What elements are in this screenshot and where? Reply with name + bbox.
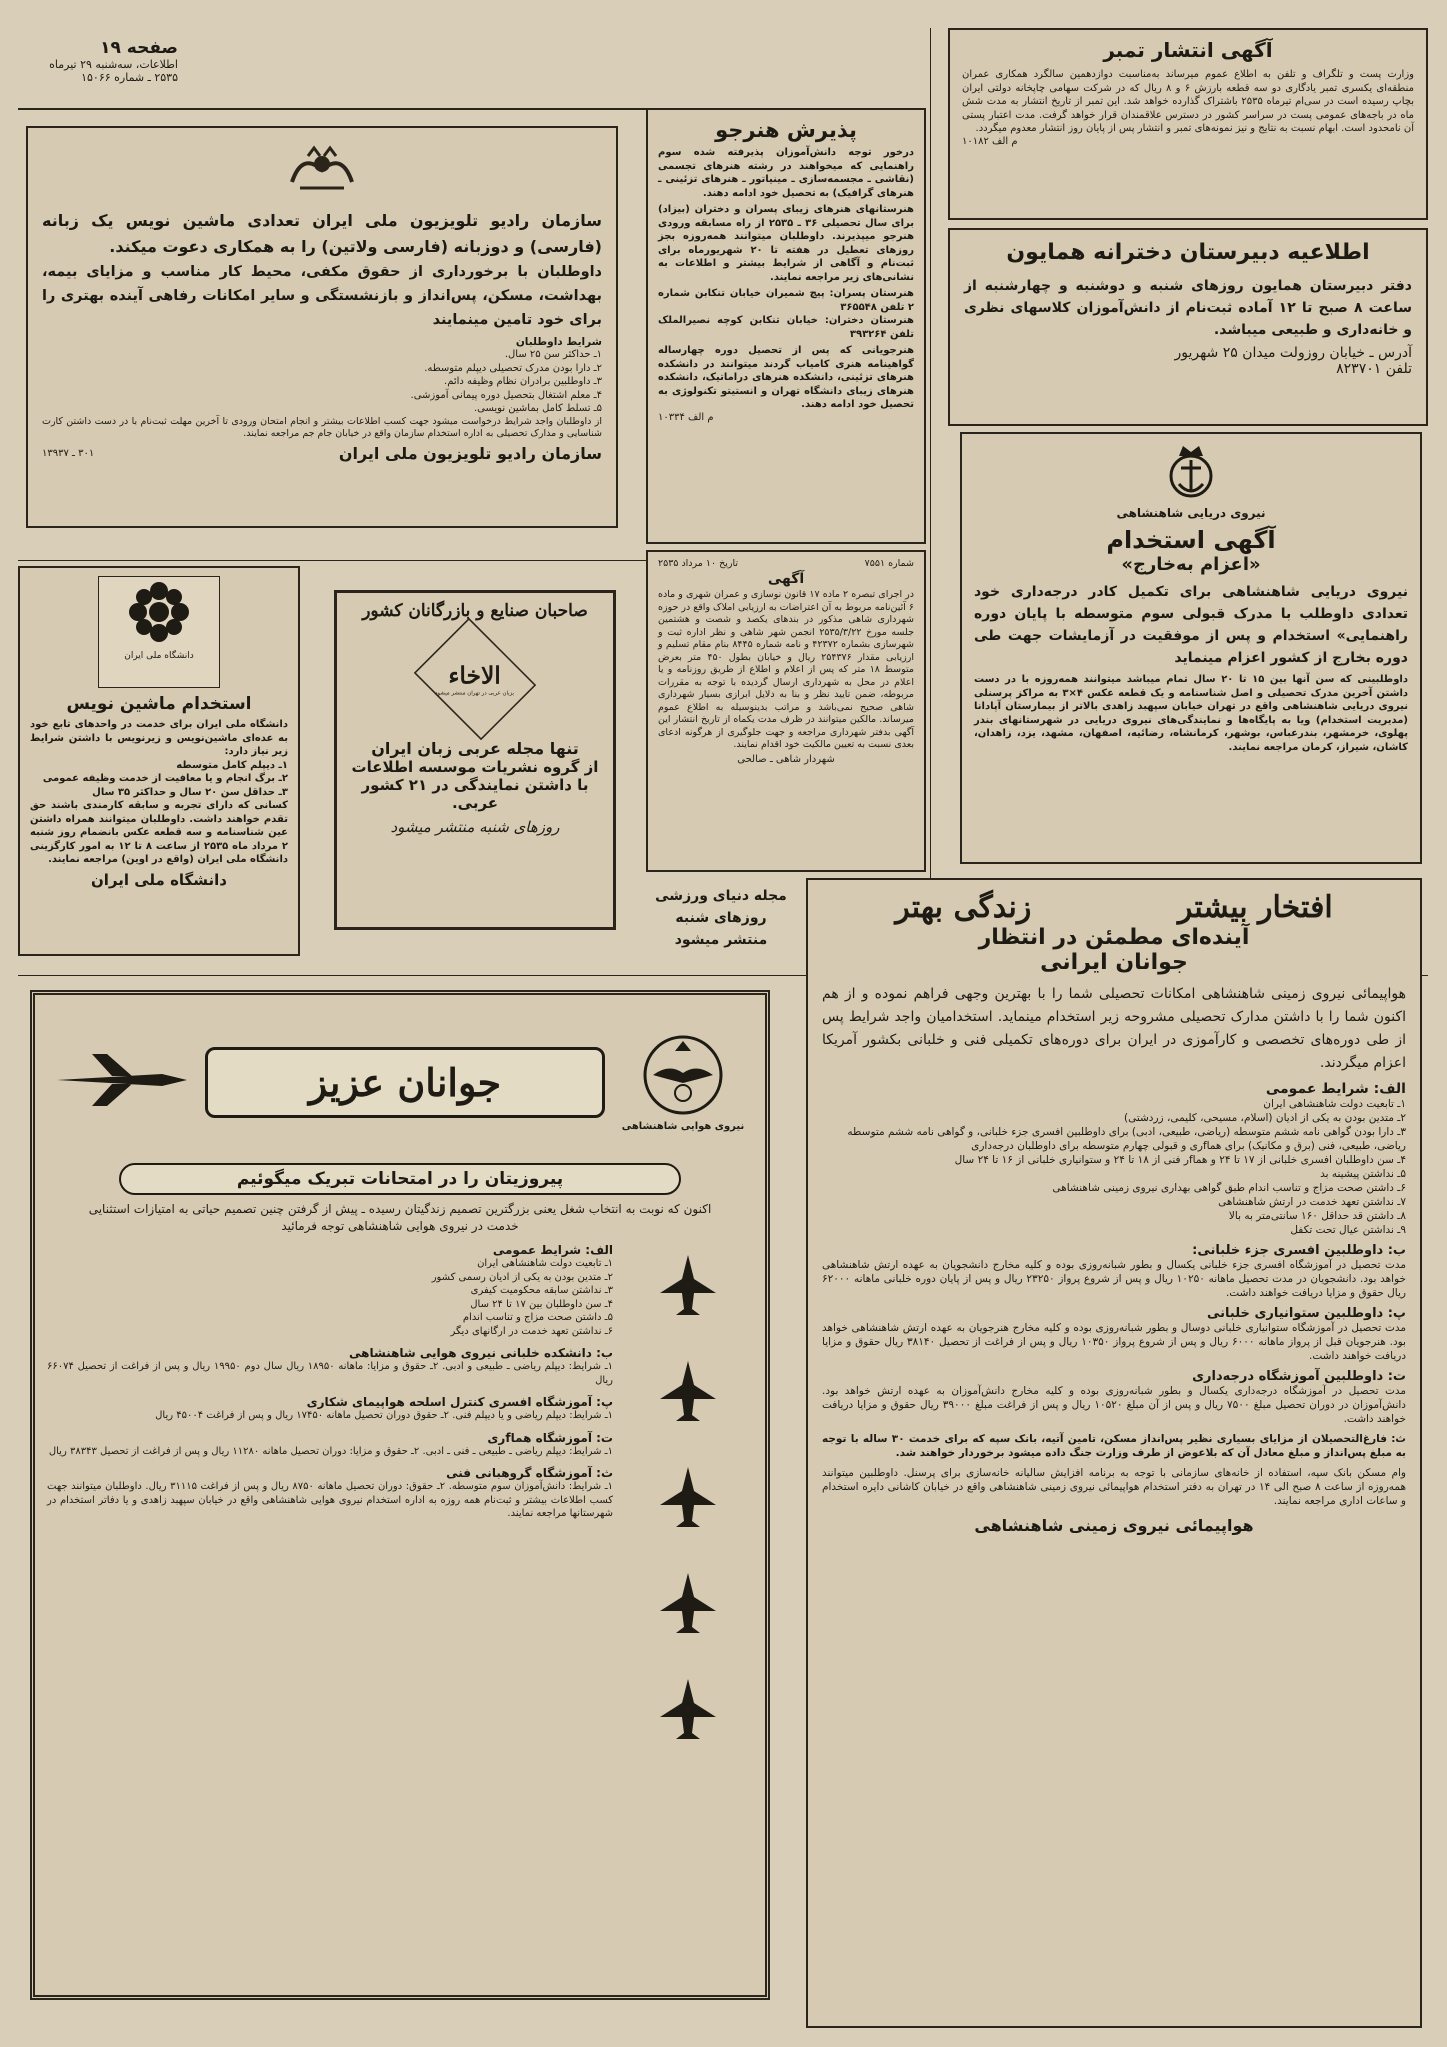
alakha-line-4: روزهای شنبه منتشر میشود bbox=[390, 818, 560, 836]
girls-school-title: اطلاعیه دبیرستان دخترانه همایون bbox=[1006, 240, 1370, 265]
sports-mag-line-1: مجله دنیای ورزشی bbox=[655, 888, 787, 904]
alakha-ad bbox=[334, 590, 616, 930]
radio-tv-headline: سازمان رادیو تلویزیون ملی ایران تعدادی ماشین نویس یک زبانه (فارسی) و دوزبانه (فارسی ولاتین) را به همکاری دعوت میکند. bbox=[42, 211, 602, 256]
column-divider-top bbox=[930, 28, 931, 998]
condition-item: ۱ـ حداکثر سن ۲۵ سال. bbox=[504, 349, 602, 360]
radio-tv-conditions bbox=[42, 348, 602, 416]
municipal-signature: شهردار شاهی ـ صالحی bbox=[737, 753, 835, 765]
air-force-sec-a: الف: شرایط عمومی bbox=[492, 1243, 613, 1257]
air-force-emblem bbox=[613, 1033, 753, 1132]
requirement-item: ۹ـ نداشتن عیال تحت تکفل bbox=[1290, 1224, 1406, 1236]
army-sec-p: پ: داوطلبین ستوانیاری خلبانی bbox=[1207, 1306, 1406, 1321]
condition-item: ۵ـ تسلط کامل بماشین نویسی. bbox=[473, 403, 602, 414]
sports-mag-ad bbox=[646, 885, 796, 951]
requirement-item: ۱ـ دیپلم کامل متوسطه bbox=[176, 759, 288, 771]
radio-tv-benefits: داوطلبان با برخورداری از حقوق مکفی، محیط کار مناسب و مزایای بیمه، بهداشت، مسکن، پس‌انداز و بازنشستگی و سایر امکانات رفاهی آینده بهتری را برای خود تامین مینمایند bbox=[42, 264, 602, 328]
uni-typist-items bbox=[30, 759, 288, 800]
art-school-ad bbox=[646, 108, 926, 544]
air-force-subbanner: پیروزیتان را در امتحانات تبریک میگوئیم bbox=[119, 1163, 682, 1195]
air-force-sec-b-body: ۱ـ شرایط: دیپلم ریاضی ـ طبیعی و ادبی. ۲ـ حقوق و مزایا: ماهانه ۱۸۹۵۰ ریال سال دوم ۱۹۹۵۰ ریال و پس از فراغت از تحصیل ۶۶۰۷۴ ریال bbox=[47, 1361, 613, 1386]
army-sec-p-body: مدت تحصیل در آموزشگاه ستوانیاری خلبانی دوسال و بطور شبانه‌روزی بوده و کلیه مخارج هنرجویان به عهده ارتش شاهنشاهی خواهد بود. هنرجویان قبل از پرواز ماهانه ۶۰۰۰ ریال و پس از شروع پرواز ۱۰۳۵۰ ریال و پس از فراغت از تحصیل ۳۸۱۴۰ ریال حقوق و مزایا دریافت خواهند داشت. bbox=[822, 1322, 1406, 1362]
alakha-line-3: با داشتن نمایندگی در ۲۱ کشور عربی. bbox=[361, 776, 589, 812]
army-head-right: زندگی بهتر bbox=[895, 890, 1032, 925]
air-force-eagle-icon bbox=[641, 1033, 725, 1117]
uni-typist-intro: دانشگاه ملی ایران برای خدمت در واحدهای تابع خود به عده‌ای ماشین‌نویس و زیرنویس با داشتن شرایط زیر نیاز دارد: bbox=[30, 719, 288, 757]
condition-item: ۴ـ معلم اشتغال بتحصیل دوره پیمانی آموزشی. bbox=[410, 389, 602, 401]
army-sec-b-body: مدت تحصیل در آموزشگاه افسری جزء خلبانی یکسال و بطور شبانه‌روزی بوده و کلیه مخارج دانشجویان به عهده ارتش شاهنشاهی خواهد بود. دانشجویان در مدت تحصیل ماهانه ۱۰۲۵۰ ریال و پس از شروع پرواز ۲۳۲۵۰ ریال و پس از پایان دوره خلبانی ماهانه ۶۲۰۰۰ ریال حقوق و مزایا دریافت خواهند داشت. bbox=[822, 1259, 1406, 1299]
air-force-sec-p-body: ۱ـ شرایط: دیپلم ریاضی و یا دیپلم فنی. ۲ـ حقوق دوران تحصیل ماهانه ۱۷۴۵۰ ریال و پس از فراغت ۴۵۰۰۴ ریال bbox=[155, 1410, 613, 1421]
page-label: صفحه ۱۹ bbox=[100, 38, 178, 58]
requirement-item: ۶ـ نداشتن تعهد خدمت در ارگانهای دیگر bbox=[450, 1325, 613, 1337]
stamp-notice-title: آگهی انتشار تمبر bbox=[1103, 38, 1273, 62]
uni-typist-ad bbox=[18, 566, 300, 956]
navy-ad bbox=[960, 432, 1422, 864]
navy-body: داوطلبینی که سن آنها بین ۱۵ تا ۲۰ سال تمام میباشد میتوانند همه‌روزه با در دست داشتن آخرین مدرک تحصیلی و اصل شناسنامه و یک قطعه عکس ۴×۳ به مراکز پرسنلی نیروی دریایی شاهنشاهی واقع در تهران خیابان سپهبد زاهدی بالاتر از بیمارستان آپادانا (مدیریت استخدام) ویا به پایگاه‌ها و نمایندگی‌های نیروی دریایی در شهرستانهای بندر پهلوی، خرمشهر، بندرعباس، بوشهر، کرمانشاه، رضائیه، اصفهان، مشهد، یزد، زاهدان، کاشان، شیراز، کرمان مراجعه نمایند. bbox=[974, 674, 1409, 753]
air-force-banner: جوانان عزیز bbox=[308, 1059, 502, 1105]
alakha-header: صاحبان صنایع و بازرگانان کشور bbox=[362, 601, 588, 621]
army-aviation-ad bbox=[806, 878, 1422, 2028]
art-school-body-3: هنرجویانی که پس از تحصیل دوره چهارساله گواهینامه هنری کامیاب گردند میتوانند در دانشکده هنرهای تزئینی، دانشکده هنرهای دراماتیک، دانشکده هنرهای زیبای دانشگاه تهران و انستیتو تکنولوژی به تحصیل خود ادامه دهند. bbox=[658, 345, 914, 410]
art-school-body-1: درخور توجه دانش‌آموزان پذیرفته شده سوم راهنمایی که میخواهند در رشته هنرهای تجسمی (نقاشی ـ مجسمه‌سازی ـ مینیاتور ـ هنرهای تزئینی ـ هنرهای گرافیک) به تحصیل خود ادامه دهند. bbox=[658, 147, 914, 199]
radio-tv-logo bbox=[42, 142, 602, 202]
requirement-item: ۲ـ برگ انجام و یا معافیت از خدمت وظیفه عمومی bbox=[42, 773, 288, 784]
air-force-ad bbox=[30, 990, 770, 2000]
masthead-block bbox=[18, 38, 178, 84]
municipal-meta bbox=[658, 558, 914, 569]
air-force-sec-b: ب: دانشکده خلبانی نیروی هوایی شاهنشاهی bbox=[349, 1346, 613, 1360]
university-flower-icon bbox=[124, 577, 194, 647]
girls-school-notice bbox=[948, 228, 1428, 426]
navy-subtitle: «اعزام به‌خارج» bbox=[1121, 554, 1261, 575]
air-force-sec-a-items bbox=[47, 1257, 613, 1338]
air-force-emblem-caption: نیروی هوایی شاهنشاهی bbox=[621, 1120, 745, 1132]
army-sec-b: ب: داوطلبین افسری جزء خلبانی: bbox=[1192, 1243, 1406, 1258]
art-school-title: پذیرش هنرجو bbox=[715, 118, 857, 142]
requirement-item: ۵ـ نداشتن پیشینه بد bbox=[1320, 1168, 1406, 1180]
army-sub-1: آینده‌ای مطمئن در انتظار bbox=[978, 925, 1250, 950]
issue-line-1: اطلاعات، سه‌شنبه ۲۹ تیرماه bbox=[49, 58, 178, 71]
condition-item: ۳ـ داوطلبین برادران نظام وظیفه دائم. bbox=[444, 376, 602, 387]
fighter-jet-icon bbox=[52, 1050, 192, 1110]
air-force-banner-scroll bbox=[205, 1047, 605, 1118]
army-intro: هواپیمائی نیروی زمینی شاهنشاهی امکانات تحصیلی شما را با بهترین وجهی فراهم نموده و از هم اکنون شما را با داشتن مدارک تحصیلی مشروحه زیر استخدام مینماید. استخدامیان واجد شرایط پس از طی دوره‌های تخصصی و کارآموزی در ایران برای دوره‌های تکمیلی فنی و خلبانی بکشور آمریکا اعزام میگردند. bbox=[822, 986, 1406, 1071]
navy-anchor-crown-icon bbox=[1163, 442, 1219, 502]
air-force-intro: اکنون که نوبت به انتخاب شغل یعنی بزرگترین تصمیم زندگیتان رسیده ـ پیش از گرفتن چنین تصمیم حیاتی به امتیازات استثنایی خدمت در نیروی هوایی شاهنشاهی توجه فرمائید bbox=[88, 1202, 712, 1233]
navy-emblem-caption: نیروی دریایی شاهنشاهی bbox=[1116, 506, 1266, 520]
army-head bbox=[822, 890, 1406, 925]
army-head-left: افتخار بیشتر bbox=[1177, 890, 1333, 925]
navy-emblem bbox=[974, 442, 1408, 520]
condition-item: ۲ـ دارا بودن مدرک تحصیلی دیپلم متوسطه. bbox=[424, 362, 602, 374]
air-force-sec-p: پ: آموزشگاه افسری کنترل اسلحه هواپیمای شکاری bbox=[306, 1395, 613, 1409]
stamp-notice-ref: م الف ۱۰۱۸۲ bbox=[962, 135, 1018, 147]
air-force-sec-s: ث: آموزشگاه گروهبانی فنی bbox=[446, 1466, 613, 1480]
girls-school-body: دفتر دبیرستان همایون روزهای شنبه و دوشنبه و چهارشنبه از ساعت ۸ صبح تا ۱۲ آماده ثبت‌نام از دانش‌آموزان کلاسهای نظری و خانه‌داری و طبیعی میباشد. bbox=[964, 278, 1413, 338]
alakha-logo-word: الاخاء bbox=[448, 662, 502, 690]
air-force-sec-t-body: ۱ـ شرایط: دیپلم ریاضی ـ طبیعی ـ فنی ـ ادبی. ۲ـ حقوق و مزایا: دوران تحصیل ماهانه ۱۱۲۸۰ ریال و پس از فراغت از تحصیل ۳۸۳۴۳ ریال bbox=[48, 1445, 613, 1457]
requirement-item: ۳ـ نداشتن سابقه محکومیت کیفری bbox=[470, 1285, 613, 1296]
army-sec-t: ت: داوطلبین آموزشگاه درجه‌داری bbox=[1192, 1369, 1406, 1384]
art-school-ref: م الف ۱۰۳۳۴ bbox=[658, 411, 714, 423]
municipal-notice bbox=[646, 550, 926, 872]
jet-icon-1 bbox=[658, 1253, 718, 1319]
army-org: هواپیمائی نیروی زمینی شاهنشاهی bbox=[974, 1516, 1254, 1535]
army-sec-a: الف: شرایط عمومی bbox=[1265, 1081, 1406, 1097]
army-sec-t-body: مدت تحصیل در آموزشگاه درجه‌داری یکسال و بطور شبانه‌روزی بوده و کلیه مخارج دانش‌آموزان به عهده ارتش خواهد بود. دانش‌آموزان در دوران تحصیل مبلغ ۷۵۰۰ ریال و پس از آن مبلغ ۱۰۵۲۰ ریال و پس از فراغت مبلغ ۳۹۰۰۰ ریال حقوق و مزایا دریافت خواهند داشت. bbox=[822, 1385, 1406, 1425]
army-closing: وام مسکن بانک سپه، استفاده از خانه‌های سازمانی با توجه به برنامه افزایش سالیانه خانه‌سازی برای پرسنل. داوطلبین میتوانند همه‌روزه از ساعت ۸ صبح الی ۱۴ در تهران به دفتر استخدام هواپیمائی نیروی زمینی شاهنشاهی واقع در خیابان کاشانی دایره استخدام و ساعات اداری مراجعه نمایند. bbox=[822, 1467, 1406, 1507]
uni-typist-body: کسانی که دارای تجربه و سابقه کارمندی باشند حق تقدم خواهند داشت. داوطلبان میتوانند همراه داشتن عین شناسنامه و سه قطعه عکس بانضمام روز شنبه ۲ مرداد ماه ۲۵۳۵ از ساعت ۸ تا ۱۲ به امور کارگزینی دانشگاه ملی ایران (واقع در اوین) مراجعه نمایند. bbox=[30, 800, 288, 865]
stamp-notice bbox=[948, 28, 1428, 220]
alakha-line-2: از گروه نشریات موسسه اطلاعات bbox=[351, 758, 599, 776]
requirement-item: ۲ـ متدین بودن به یکی از ادیان (اسلام، مسیحی، کلیمی، زردشتی) bbox=[1123, 1112, 1406, 1124]
air-force-sec-t: ت: آموزشگاه هماfری bbox=[487, 1430, 613, 1445]
alakha-logo bbox=[414, 618, 536, 740]
girls-school-phone: تلفن ۸۲۳۷۰۱ bbox=[1336, 361, 1412, 377]
navy-lead: نیروی دریایی شاهنشاهی برای تکمیل کادر درجه‌داری خود تعدادی داوطلب با مدرک قبولی سوم متوسطه با پایان دوره راهنمایی» استخدام و پس از موفقیت در آزمایشات جهت طی دوره بخارج از کشور اعزام مینماید bbox=[974, 584, 1408, 666]
requirement-item: ۴ـ سن داوطلبان افسری خلبانی از ۱۷ تا ۲۴ و هماfر فنی از ۱۸ تا ۲۴ و ستوانیاری خلبانی از ۱۶ تا ۲۴ سال bbox=[954, 1154, 1406, 1166]
municipal-number: شماره ۷۵۵۱ bbox=[864, 558, 914, 569]
requirement-item: ۳ـ دارا بودن گواهی نامه ششم متوسطه (ریاضی، طبیعی، ادبی) برای داوطلبین افسری جزء خلبانی، و گواهی نامه ششم متوسطه ریاضی، طبیعی، فنی (برق و مکانیک) برای هماfری و قبولی چهارم متوسطه برای داوطلبان درجه‌داری bbox=[847, 1126, 1406, 1152]
radio-tv-cond-title: شرایط داوطلبان bbox=[515, 336, 602, 348]
air-force-sec-s-body: ۱ـ شرایط: دانش‌آموزان سوم متوسطه. ۲ـ حقوق: دوران تحصیل ماهانه ۸۷۵۰ ریال و پس از فراغت ۳۱۱۱۵ ریال. داوطلبان میتوانند جهت کسب اطلاعات بیشتر و ثبت‌نام همه روزه به اداره استخدام نیروی هوایی شاهنشاهی واقع در خیابان سپهبد زاهدی و یا دفاتر استخدام در شهرستانها مراجعه نمایند. bbox=[47, 1481, 614, 1519]
jet-icon-3 bbox=[658, 1465, 718, 1531]
alakha-line-1: تنها مجله عربی زبان ایران bbox=[371, 739, 579, 758]
issue-line-2: ۲۵۳۵ ـ شماره ۱۵۰۶۶ bbox=[81, 71, 178, 84]
radio-tv-footer bbox=[42, 444, 602, 463]
radio-tv-ad bbox=[26, 126, 618, 528]
jet-icon-2 bbox=[658, 1359, 718, 1425]
municipal-title: آگهی bbox=[767, 571, 805, 587]
requirement-item: ۶ـ داشتن صحت مزاج و تناسب اندام طبق گواهی بهداری نیروی زمینی شاهنشاهی bbox=[1052, 1182, 1406, 1194]
army-sub-2: جوانان ایرانی bbox=[1040, 950, 1188, 975]
army-sec-s: ث: فارغ‌التحصیلان از مزایای بسیاری نظیر پس‌انداز مسکن، تامین آتیه، بانک سپه که برای خدمت ۳۰ ساله با توجه به مبلغ پس‌انداز و مبلغ معادل آن که بلاعوض از طرف وزارت جنگ داده میشود برخوردار خواهند شد. bbox=[822, 1433, 1406, 1459]
jet-icon-5 bbox=[658, 1677, 718, 1743]
radio-tv-org: سازمان رادیو تلویزیون ملی ایران bbox=[338, 443, 602, 463]
requirement-item: ۷ـ نداشتن تعهد خدمت در ارتش شاهنشاهی bbox=[1218, 1196, 1406, 1208]
requirement-item: ۱ـ تابعیت دولت شاهنشاهی ایران bbox=[1263, 1098, 1406, 1110]
requirement-item: ۱ـ تابعیت دولت شاهنشاهی ایران bbox=[477, 1258, 613, 1269]
jet-column bbox=[623, 1243, 753, 1783]
art-school-girls: هنرستان دختران: خیابان تنکابن کوچه نصیرالملک تلفن ۳۹۳۲۶۴ bbox=[658, 315, 914, 340]
army-sec-a-items bbox=[822, 1097, 1406, 1237]
sports-mag-line-2: روزهای شنبه bbox=[675, 910, 767, 926]
girls-school-address: آدرس ـ خیابان روزولت میدان ۲۵ شهریور bbox=[1174, 345, 1412, 361]
radio-tv-fine: از داوطلبان واجد شرایط درخواست میشود جهت کسب اطلاعات بیشتر و انجام امتحان ورودی تا آخرین مهلت ثبت‌نام با در دست داشتن کارت شناسایی و مدارک تحصیلی به اداره استخدام سازمان واقع در خیابان جام جم مراجعه نمایند. bbox=[42, 415, 602, 439]
radio-tv-ref: ۳۰۱ ـ ۱۳۹۳۷ bbox=[42, 447, 95, 459]
uni-logo-area bbox=[98, 576, 220, 688]
air-force-body bbox=[47, 1243, 753, 1521]
requirement-item: ۴ـ سن داوطلبان بین ۱۷ تا ۲۴ سال bbox=[470, 1298, 613, 1310]
flourish-logo-icon bbox=[282, 142, 362, 198]
requirement-item: ۵ـ داشتن صحت مزاج و تناسب اندام bbox=[462, 1312, 613, 1323]
fighter-jet-silhouette bbox=[47, 1050, 197, 1114]
air-force-banner-row bbox=[47, 1007, 753, 1157]
sports-mag-line-3: منتشر میشود bbox=[674, 932, 768, 948]
navy-title: آگهی استخدام bbox=[1106, 526, 1276, 554]
municipal-body: در اجرای تبصره ۲ ماده ۱۷ قانون نوسازی و عمران شهری و ماده ۶ آئین‌نامه مربوط به آن اعتراضات به ارزیابی املاک واقع در حوزه شهرداری شاهی مذکور در بندهای یکصد و شصت و هشتمین جلسه مورخ ۲۵۳۵/۳/۲۲ انجمن شهر شاهی و نظر اداره ثبت و شهرسازی بشماره ۴۲۳۷۲ و نامه شماره ۸۴۴۵ بنام مقام تسلیم و ارزیابی مقدار ۲۵۴۳۷۶ ریال و خیابان بطول ۴۵۰ متر بعرض متوسط ۱۸ متر که پس از اعلام و اطلاع از طریق روزنامه و یا اعلام در محل به شهرداری ارسال گردیده با توجه به مقررات مربوطه، ضمن تایید نظر و بنا به دلایل ابرازی بسیار شهرداری شاهی صحیح نمی‌باشد و مراتب بدینوسیله به اطلاع عموم میرساند. مالکین میتوانند در ظرف مدت یکماه از تاریخ انتشار این آگهی بدفتر شهرداری مراجعه و جهت جلوگیری از هرگونه ادعای بعدی نسبت به تعیین مالکیت خود اقدام نمایند. bbox=[658, 589, 915, 750]
requirement-item: ۸ـ داشتن قد حداقل ۱۶۰ سانتی‌متر به بالا bbox=[1228, 1210, 1406, 1222]
jet-icon-4 bbox=[658, 1571, 718, 1637]
municipal-date: تاریخ ۱۰ مرداد ۲۵۳۵ bbox=[658, 558, 739, 569]
alakha-logo-sub: بزبان عربی در تهران منتشر میشود bbox=[435, 689, 515, 696]
stamp-notice-body: وزارت پست و تلگراف و تلفن به اطلاع عموم میرساند به‌مناسبت دوازدهمین سالگرد همکاری عمران منطقه‌ای یکسری تمبر یادگاری دو سه قطعه بارزش ۶ و ۸ ریال که در شرکت سهامی چاپخانه دولتی ایران بچاپ رسیده است در سی‌ام تیرماه ۲۵۳۵ باشتراک گذارده خواهد شد. این تمبر از تاریخ انتشار به مدت شش ماه در باجه‌های عمومی پست در سراسر کشور در دسترس علاقمندان قرار خواهد گرفت. مدت اعتبار پستی آن نامحدود است. ابهام نسبت به نتایج و نیز نمونه‌های تمبر و انتشار پس از پایان روز انتشار معدوم میگردد. bbox=[962, 69, 1414, 134]
uni-logo-text: دانشگاه ملی ایران bbox=[124, 651, 194, 661]
art-school-boys: هنرستان پسران: پیچ شمیران خیابان تنکابن شماره ۲ تلفن ۳۶۵۵۴۸ bbox=[658, 288, 914, 313]
art-school-body-2: هنرستانهای هنرهای زیبای پسران و دختران (بیزاد) برای سال تحصیلی ۳۶ ـ ۲۵۳۵ از راه مسابقه ورودی هنرجو میپذیرند. داوطلبان میتوانند همه‌روزه بجز روزهای تعطیل در هفته تا ۲۰ شهریورماه برای ثبت‌نام و آگاهی از شرایط بیشتر و اطلاعات به نشانی‌های زیر مراجعه نمایند. bbox=[658, 204, 915, 283]
requirement-item: ۳ـ حداقل سن ۲۰ سال و حداکثر ۳۵ سال bbox=[92, 786, 288, 798]
requirement-item: ۲ـ متدین بودن به یکی از ادیان رسمی کشور bbox=[431, 1271, 613, 1283]
uni-typist-org: دانشگاه ملی ایران bbox=[90, 870, 228, 889]
uni-typist-title: استخدام ماشین نویس bbox=[66, 694, 252, 714]
